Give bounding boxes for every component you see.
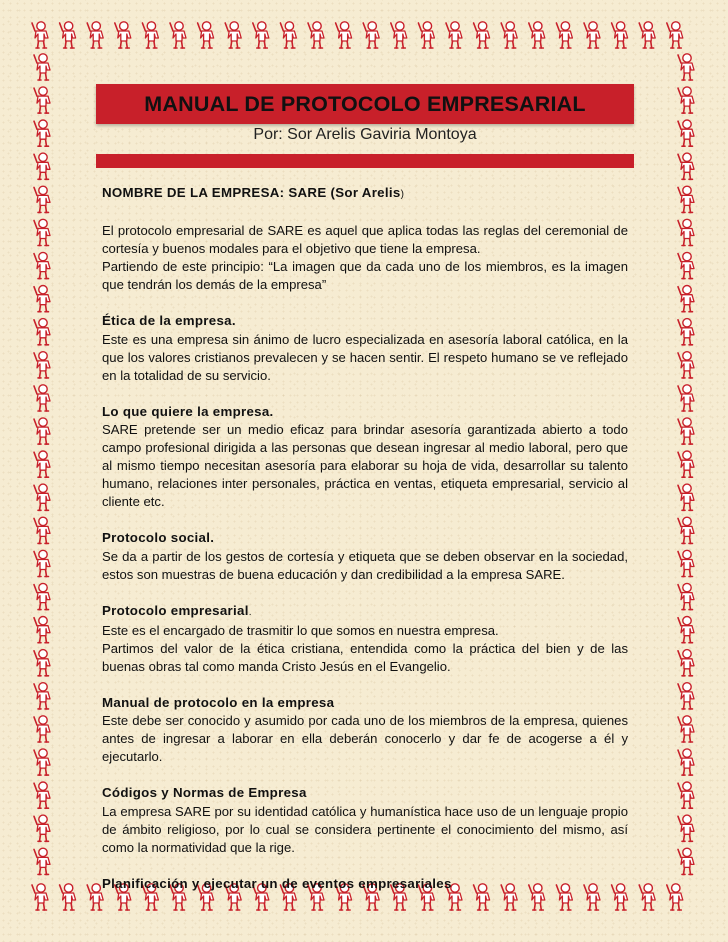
company-name-line [102,184,628,204]
document-body [102,184,628,893]
waving-person-icon-column-left [28,52,58,880]
company-name-suffix: ) [400,189,404,200]
section-heading-codigos: Códigos y Normas de Empresa [102,785,307,801]
section-body-codigos: La empresa SARE por su identidad católica y humanística hace uso de un lenguaje propio de ámbito religioso, por lo cual se considera pertinente el conocimiento del mismo, así como la normatividad que la rige. [102,803,628,855]
decorative-border-left [28,52,58,880]
company-name-label: NOMBRE DE LA EMPRESA: SARE (Sor Arelis [102,185,401,200]
intro-paragraph-2: Partiendo de este principio: “La imagen que da cada uno de los miembros, es la imagen que tendrán los demás de la empresa” [102,259,628,293]
section-heading-empresarial-text: Protocolo empresarial [102,602,249,618]
decorative-border-top [28,18,700,52]
title-banner [96,84,634,124]
section-heading-social: Protocolo social. [102,530,215,546]
waving-person-icon-row-top [28,18,700,52]
page-title: MANUAL DE PROTOCOLO EMPRESARIAL [144,92,586,116]
section-heading-etica: Ética de la empresa. [102,313,236,329]
section-heading-empresarial-suffix: . [248,606,252,618]
decorative-border-right [672,52,702,880]
section-heading-empresarial [102,602,628,622]
section-body-empresarial-2: Partimos del valor de la ética cristiana, entendida como la práctica del bien y de las buenas obras tal como manda Cristo Jesús en el Evangelio. [102,640,628,674]
section-heading-manual: Manual de protocolo en la empresa [102,695,335,711]
section-body-etica: Este es una empresa sin ánimo de lucro especializada en asesoría laboral católica, en la que los valores cristianos prevalecen y se hacen sentir. El respeto humano se ve reflejado en la totalidad de su servicio. [102,331,628,383]
banner-divider-bar [96,154,634,168]
section-body-empresarial: Este es el encargado de trasmitir lo que somos en nuestra empresa. [102,622,499,638]
intro-paragraph: El protocolo empresarial de SARE es aquel que aplica todas las reglas del ceremonial de cortesía y buenos modales para el objetivo que tiene la empresa. [102,223,628,257]
section-body-manual: Este debe ser conocido y asumido por cada uno de los miembros de la empresa, quienes antes de ingresar a laborar en ella deberán conocerlo y dar fe de acogerse a él y ejecutarlo. [102,713,628,765]
section-body-social: Se da a partir de los gestos de cortesía y etiqueta que se deben observar en la sociedad, estos son muestras de buena educación y dan credibilidad a la empresa SARE. [102,548,628,582]
section-body-quiere: SARE pretende ser un medio eficaz para brindar asesoría garantizada abierto a todo campo profesional dirigida a las personas que desean ingresar al medio laboral, pero que al mismo tiempo necesitan asesoría para elaborar su hoja de vida, desarrollar su talento humano, relaciones inter personales, práctica en ventas, etiqueta empresarial, servicio al cliente etc. [102,421,628,510]
section-heading-planificacion: Planificación y ejecutar un de eventos empresariales [102,875,452,891]
author-subtitle: Por: Sor Arelis Gaviria Montoya [253,126,477,143]
section-heading-quiere: Lo que quiere la empresa. [102,403,274,419]
waving-person-icon-column-right [672,52,702,880]
